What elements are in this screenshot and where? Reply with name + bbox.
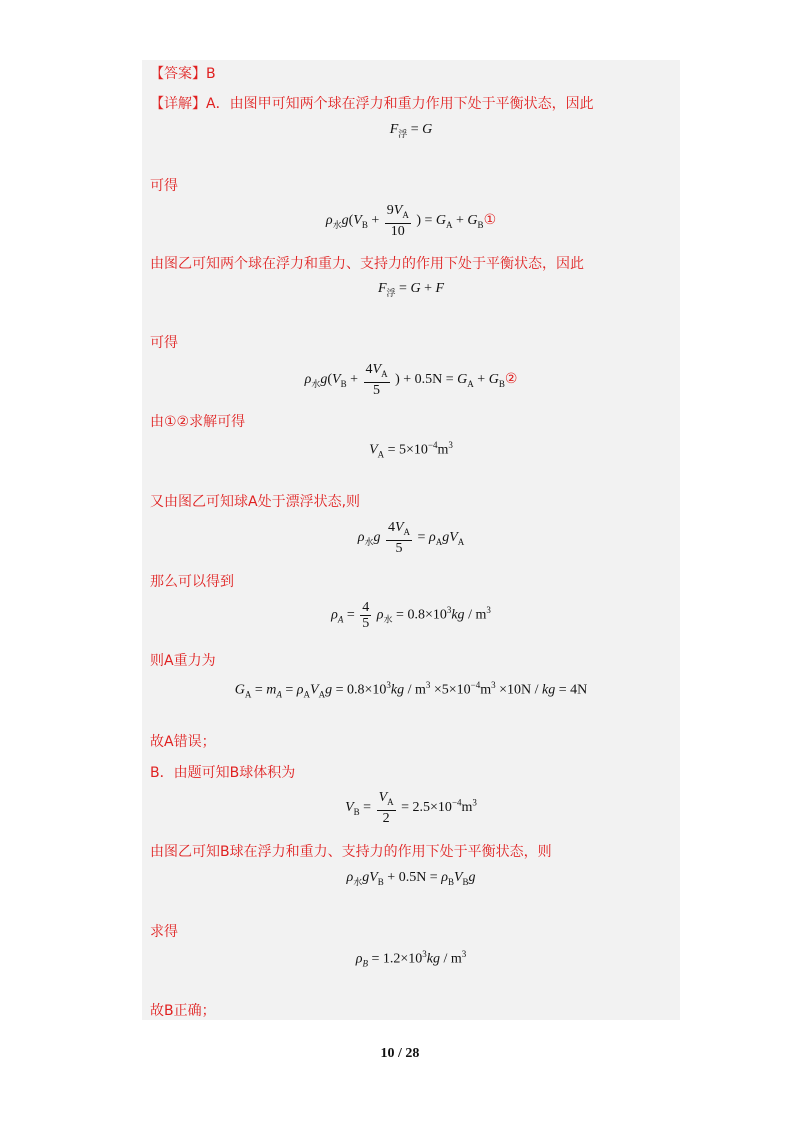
text-a-wrong: 故A错误； <box>150 734 216 750</box>
page-number: 10 / 28 <box>380 1046 420 1061</box>
formula-5: $V_A = 5\times 10^{-4}m^3$ <box>369 440 453 460</box>
formula-3: $F_浮 = G + F$ <box>377 281 445 298</box>
formula-6: $\rho_水g$ $\frac{4V_A}{5}$ = $\rho_AgV_A$ <box>357 520 465 556</box>
text-b-right: 故B正确； <box>150 1003 216 1019</box>
text-gravity: 则A重力为 <box>150 653 216 669</box>
text-qiude: 求得 <box>150 924 178 940</box>
formula-1: $F_浮 = G$ <box>389 122 433 139</box>
text-floating: 又由图乙可知球A处于漂浮状态,则 <box>150 494 361 510</box>
formula-7: $\rho_A$ = $\frac{4}{5}$ $\rho_水 = 0.8\times 10^3kg / m^3$ <box>331 600 491 631</box>
formula-9: $V_B$ = $\frac{V_A}{2}$ = $2.5\times 10^{-4}m^3$ <box>345 790 477 826</box>
formula-4: $\rho_水g(V_B$ + $\frac{4V_A}{5}$ ) + $0.5N = G_A$ + $G_B②$ <box>304 362 518 398</box>
answer-line: 【答案】B <box>150 66 216 82</box>
formula-8: $G_A = m_A = \rho_AV_Ag = 0.8\times 10^3kg / m^3 \times 5\times 10^{-4}m^3 \times 10N$ / kg = 4N <box>234 680 588 700</box>
formula-11: $\rho_B = 1.2\times 10^3kg / m^3$ <box>355 949 467 969</box>
text-then: 那么可以得到 <box>150 574 234 590</box>
text-solve: 由①②求解可得 <box>150 414 246 430</box>
text-keyide-1: 可得 <box>150 178 178 194</box>
text-keyide-2: 可得 <box>150 335 178 351</box>
formula-2: $\rho_水g(V_B$ + $\frac{9V_A}{10}$ ) = $G_A$ + $G_B①$ <box>325 203 497 239</box>
text-b-volume: B．由题可知B球体积为 <box>150 765 296 781</box>
formula-10: $\rho_水gV_B + 0.5N = \rho_BV_Bg$ <box>346 870 476 887</box>
text-jia-yi: 由图乙可知两个球在浮力和重力、支持力的作用下处于平衡状态，因此 <box>150 256 584 272</box>
text-b-balance: 由图乙可知B球在浮力和重力、支持力的作用下处于平衡状态，则 <box>150 844 552 860</box>
detail-intro: 【详解】A．由图甲可知两个球在浮力和重力作用下处于平衡状态，因此 <box>150 96 594 112</box>
